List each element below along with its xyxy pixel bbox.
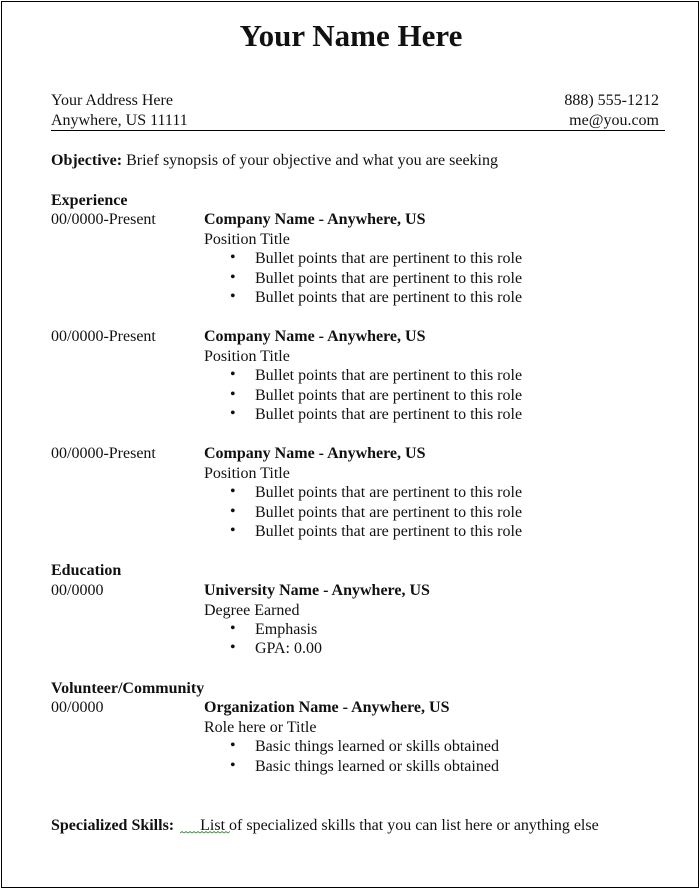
- objective-line: [51, 151, 498, 170]
- education-bullet: Emphasis: [255, 621, 318, 638]
- experience-heading: Experience: [51, 192, 128, 209]
- job-company: Company Name - Anywhere, US: [204, 328, 426, 345]
- job-title: Position Title: [204, 465, 290, 482]
- job-bullet: Bullet points that are pertinent to this role: [255, 387, 523, 404]
- bullet-glyph: •: [230, 288, 236, 305]
- job-date: 00/0000-Present: [51, 328, 156, 345]
- job-bullet: Bullet points that are pertinent to this role: [255, 250, 523, 267]
- bullet-glyph: •: [230, 522, 236, 539]
- job-bullet: Bullet points that are pertinent to this role: [255, 484, 523, 501]
- bullet-glyph: •: [230, 269, 236, 286]
- job-bullet: Bullet points that are pertinent to this role: [255, 270, 523, 287]
- job-title: Position Title: [204, 348, 290, 365]
- bullet-glyph: •: [230, 737, 236, 754]
- volunteer-bullet: Basic things learned or skills obtained: [255, 738, 499, 755]
- job-company: Company Name - Anywhere, US: [204, 211, 426, 228]
- volunteer-org: Organization Name - Anywhere, US: [204, 699, 450, 716]
- volunteer-date: 00/0000: [51, 699, 104, 716]
- resume-name: Your Name Here: [239, 18, 463, 53]
- education-degree: Degree Earned: [204, 602, 300, 619]
- education-bullet: GPA: 0.00: [255, 640, 322, 657]
- bullet-glyph: •: [230, 620, 236, 637]
- job-company: Company Name - Anywhere, US: [204, 445, 426, 462]
- education-date: 00/0000: [51, 582, 104, 599]
- education-school: University Name - Anywhere, US: [204, 582, 430, 599]
- education-heading: Education: [51, 562, 122, 579]
- resume-page: [1, 1, 699, 888]
- job-bullet: Bullet points that are pertinent to this role: [255, 367, 523, 384]
- bullet-glyph: •: [230, 405, 236, 422]
- bullet-glyph: •: [230, 386, 236, 403]
- phone: 888) 555-1212: [564, 92, 659, 109]
- spellcheck-squiggle: [180, 831, 230, 834]
- job-bullet: Bullet points that are pertinent to this role: [255, 289, 523, 306]
- bullet-glyph: •: [230, 503, 236, 520]
- job-date: 00/0000-Present: [51, 211, 156, 228]
- volunteer-role: Role here or Title: [204, 719, 317, 736]
- volunteer-bullet: Basic things learned or skills obtained: [255, 758, 499, 775]
- bullet-glyph: •: [230, 483, 236, 500]
- volunteer-heading: Volunteer/Community: [51, 680, 205, 697]
- skills-text: List of specialized skills that you can list here or anything else: [200, 817, 599, 834]
- job-bullet: Bullet points that are pertinent to this role: [255, 504, 523, 521]
- header-divider: [51, 130, 665, 131]
- email: me@you.com: [569, 112, 659, 129]
- job-title: Position Title: [204, 231, 290, 248]
- job-bullet: Bullet points that are pertinent to this role: [255, 523, 523, 540]
- skills-label: Specialized Skills:: [51, 817, 175, 834]
- bullet-glyph: •: [230, 639, 236, 656]
- bullet-glyph: •: [230, 757, 236, 774]
- objective-text: Brief synopsis of your objective and what you are seeking: [126, 152, 498, 169]
- address-line-1: Your Address Here: [51, 92, 173, 109]
- skills-line: [51, 816, 599, 835]
- bullet-glyph: •: [230, 366, 236, 383]
- address-line-2: Anywhere, US 11111: [51, 112, 188, 129]
- job-bullet: Bullet points that are pertinent to this role: [255, 406, 523, 423]
- job-date: 00/0000-Present: [51, 445, 156, 462]
- objective-label: Objective:: [51, 152, 123, 169]
- bullet-glyph: •: [230, 249, 236, 266]
